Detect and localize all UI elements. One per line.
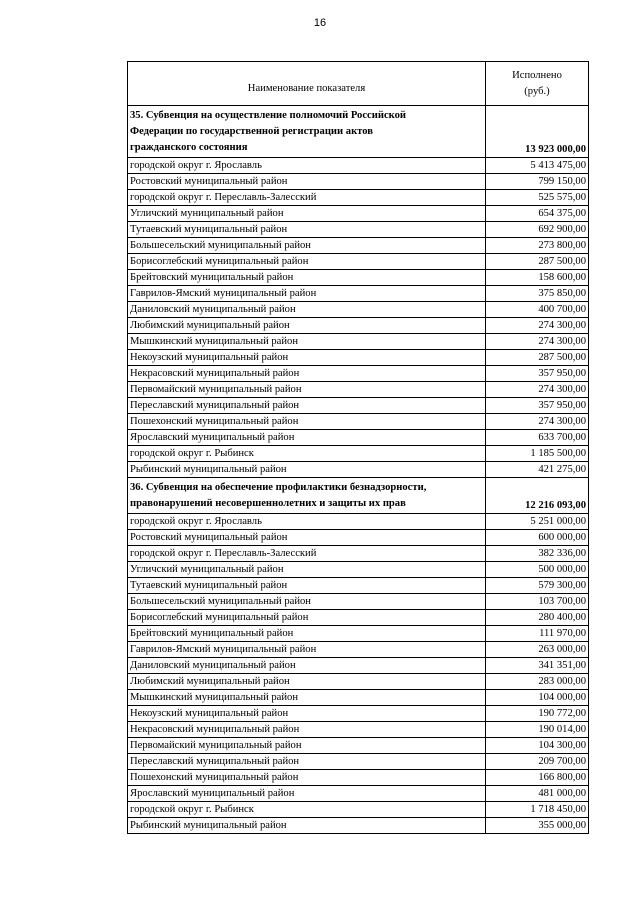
table-row	[128, 222, 589, 238]
table-row	[128, 270, 589, 286]
table-row	[128, 514, 589, 530]
table-row	[128, 802, 589, 818]
row-name-cell: Брейтовский муниципальный район	[128, 270, 486, 286]
table-row	[128, 642, 589, 658]
row-value-cell: 274 300,00	[486, 414, 589, 430]
row-value-cell: 190 772,00	[486, 706, 589, 722]
row-value-cell: 166 800,00	[486, 770, 589, 786]
row-value-cell: 481 000,00	[486, 786, 589, 802]
table-row	[128, 562, 589, 578]
section-title-line: 36. Субвенция на обеспечение профилактики безнадзорности,	[130, 482, 427, 493]
section-title-line: Федерации по государственной регистрации актов	[130, 126, 373, 137]
row-value-cell: 357 950,00	[486, 398, 589, 414]
row-name-cell: Мышкинский муниципальный район	[128, 334, 486, 350]
table-row	[128, 610, 589, 626]
table-row	[128, 350, 589, 366]
row-name-cell: Брейтовский муниципальный район	[128, 626, 486, 642]
table-row	[128, 786, 589, 802]
header-name-cell: Наименование показателя	[128, 62, 486, 106]
section-total: 13 923 000,00	[486, 106, 589, 158]
table-row	[128, 626, 589, 642]
row-name-cell: Ростовский муниципальный район	[128, 174, 486, 190]
row-name-cell: Гаврилов-Ямский муниципальный район	[128, 286, 486, 302]
row-value-cell: 263 000,00	[486, 642, 589, 658]
table-row	[128, 738, 589, 754]
table-row	[128, 206, 589, 222]
row-value-cell: 355 000,00	[486, 818, 589, 834]
row-value-cell: 421 275,00	[486, 462, 589, 478]
row-name-cell: городской округ г. Ярославль	[128, 514, 486, 530]
section-title	[128, 106, 486, 158]
row-name-cell: Рыбинский муниципальный район	[128, 462, 486, 478]
table-row	[128, 530, 589, 546]
row-name-cell: Рыбинский муниципальный район	[128, 818, 486, 834]
table-row	[128, 286, 589, 302]
table-row	[128, 578, 589, 594]
table-row	[128, 302, 589, 318]
row-value-cell: 273 800,00	[486, 238, 589, 254]
table-row	[128, 318, 589, 334]
row-value-cell: 209 700,00	[486, 754, 589, 770]
row-value-cell: 500 000,00	[486, 562, 589, 578]
row-value-cell: 357 950,00	[486, 366, 589, 382]
table-row	[128, 334, 589, 350]
section-title-line: 35. Субвенция на осуществление полномочий Российской	[130, 110, 407, 121]
row-value-cell: 287 500,00	[486, 254, 589, 270]
table-header-row	[128, 62, 589, 106]
row-name-cell: Некрасовский муниципальный район	[128, 722, 486, 738]
row-value-cell: 799 150,00	[486, 174, 589, 190]
section-header-row	[128, 106, 589, 158]
row-value-cell: 190 014,00	[486, 722, 589, 738]
table-row	[128, 690, 589, 706]
row-name-cell: Тутаевский муниципальный район	[128, 578, 486, 594]
row-name-cell: Некоузский муниципальный район	[128, 706, 486, 722]
row-value-cell: 5 251 000,00	[486, 514, 589, 530]
table-row	[128, 722, 589, 738]
table-row	[128, 366, 589, 382]
table-row	[128, 706, 589, 722]
row-name-cell: Первомайский муниципальный район	[128, 738, 486, 754]
header-value-line2: (руб.)	[524, 85, 550, 97]
section-header-row	[128, 478, 589, 514]
row-name-cell: Тутаевский муниципальный район	[128, 222, 486, 238]
table-row	[128, 770, 589, 786]
row-value-cell: 1 718 450,00	[486, 802, 589, 818]
row-name-cell: Большесельский муниципальный район	[128, 238, 486, 254]
row-value-cell: 525 575,00	[486, 190, 589, 206]
row-value-cell: 341 351,00	[486, 658, 589, 674]
row-name-cell: Любимский муниципальный район	[128, 674, 486, 690]
table-row	[128, 594, 589, 610]
table-row	[128, 462, 589, 478]
row-name-cell: Переславский муниципальный район	[128, 754, 486, 770]
header-value-line1: Исполнено	[512, 69, 562, 81]
row-name-cell: городской округ г. Ярославль	[128, 158, 486, 174]
row-value-cell: 287 500,00	[486, 350, 589, 366]
row-name-cell: городской округ г. Рыбинск	[128, 446, 486, 462]
row-value-cell: 158 600,00	[486, 270, 589, 286]
row-value-cell: 283 000,00	[486, 674, 589, 690]
report-table	[127, 61, 589, 834]
section-total: 12 216 093,00	[486, 478, 589, 514]
table-row	[128, 398, 589, 414]
row-value-cell: 633 700,00	[486, 430, 589, 446]
row-value-cell: 382 336,00	[486, 546, 589, 562]
row-value-cell: 579 300,00	[486, 578, 589, 594]
row-value-cell: 600 000,00	[486, 530, 589, 546]
table-row	[128, 674, 589, 690]
table-row	[128, 158, 589, 174]
row-name-cell: Некрасовский муниципальный район	[128, 366, 486, 382]
table-row	[128, 190, 589, 206]
table-row	[128, 546, 589, 562]
row-value-cell: 400 700,00	[486, 302, 589, 318]
table-row	[128, 818, 589, 834]
row-value-cell: 375 850,00	[486, 286, 589, 302]
row-value-cell: 111 970,00	[486, 626, 589, 642]
row-value-cell: 280 400,00	[486, 610, 589, 626]
row-name-cell: Переславский муниципальный район	[128, 398, 486, 414]
table-row	[128, 238, 589, 254]
table-row	[128, 414, 589, 430]
row-name-cell: Ярославский муниципальный район	[128, 786, 486, 802]
row-value-cell: 274 300,00	[486, 334, 589, 350]
row-value-cell: 274 300,00	[486, 382, 589, 398]
row-name-cell: Большесельский муниципальный район	[128, 594, 486, 610]
row-name-cell: Угличский муниципальный район	[128, 562, 486, 578]
row-value-cell: 692 900,00	[486, 222, 589, 238]
row-name-cell: Ростовский муниципальный район	[128, 530, 486, 546]
row-name-cell: Даниловский муниципальный район	[128, 302, 486, 318]
row-name-cell: Мышкинский муниципальный район	[128, 690, 486, 706]
section-title-line: гражданского состояния	[130, 142, 248, 153]
section-title-line: правонарушений несовершеннолетних и защиты их прав	[130, 498, 406, 509]
row-name-cell: городской округ г. Переславль-Залесский	[128, 190, 486, 206]
row-value-cell: 103 700,00	[486, 594, 589, 610]
row-name-cell: Угличский муниципальный район	[128, 206, 486, 222]
section-title	[128, 478, 486, 514]
table-row	[128, 446, 589, 462]
row-name-cell: городской округ г. Переславль-Залесский	[128, 546, 486, 562]
row-name-cell: Любимский муниципальный район	[128, 318, 486, 334]
table-row	[128, 254, 589, 270]
row-value-cell: 104 000,00	[486, 690, 589, 706]
row-value-cell: 1 185 500,00	[486, 446, 589, 462]
table-row	[128, 382, 589, 398]
row-name-cell: Первомайский муниципальный район	[128, 382, 486, 398]
row-name-cell: Борисоглебский муниципальный район	[128, 610, 486, 626]
table-row	[128, 430, 589, 446]
page-number: 16	[313, 17, 327, 29]
row-name-cell: Пошехонский муниципальный район	[128, 414, 486, 430]
table-row	[128, 754, 589, 770]
row-name-cell: Некоузский муниципальный район	[128, 350, 486, 366]
row-name-cell: городской округ г. Рыбинск	[128, 802, 486, 818]
row-name-cell: Пошехонский муниципальный район	[128, 770, 486, 786]
row-value-cell: 274 300,00	[486, 318, 589, 334]
row-value-cell: 654 375,00	[486, 206, 589, 222]
header-value-cell	[486, 62, 589, 106]
row-name-cell: Даниловский муниципальный район	[128, 658, 486, 674]
table-row	[128, 174, 589, 190]
row-name-cell: Ярославский муниципальный район	[128, 430, 486, 446]
row-value-cell: 104 300,00	[486, 738, 589, 754]
table-row	[128, 658, 589, 674]
row-name-cell: Борисоглебский муниципальный район	[128, 254, 486, 270]
row-name-cell: Гаврилов-Ямский муниципальный район	[128, 642, 486, 658]
row-value-cell: 5 413 475,00	[486, 158, 589, 174]
